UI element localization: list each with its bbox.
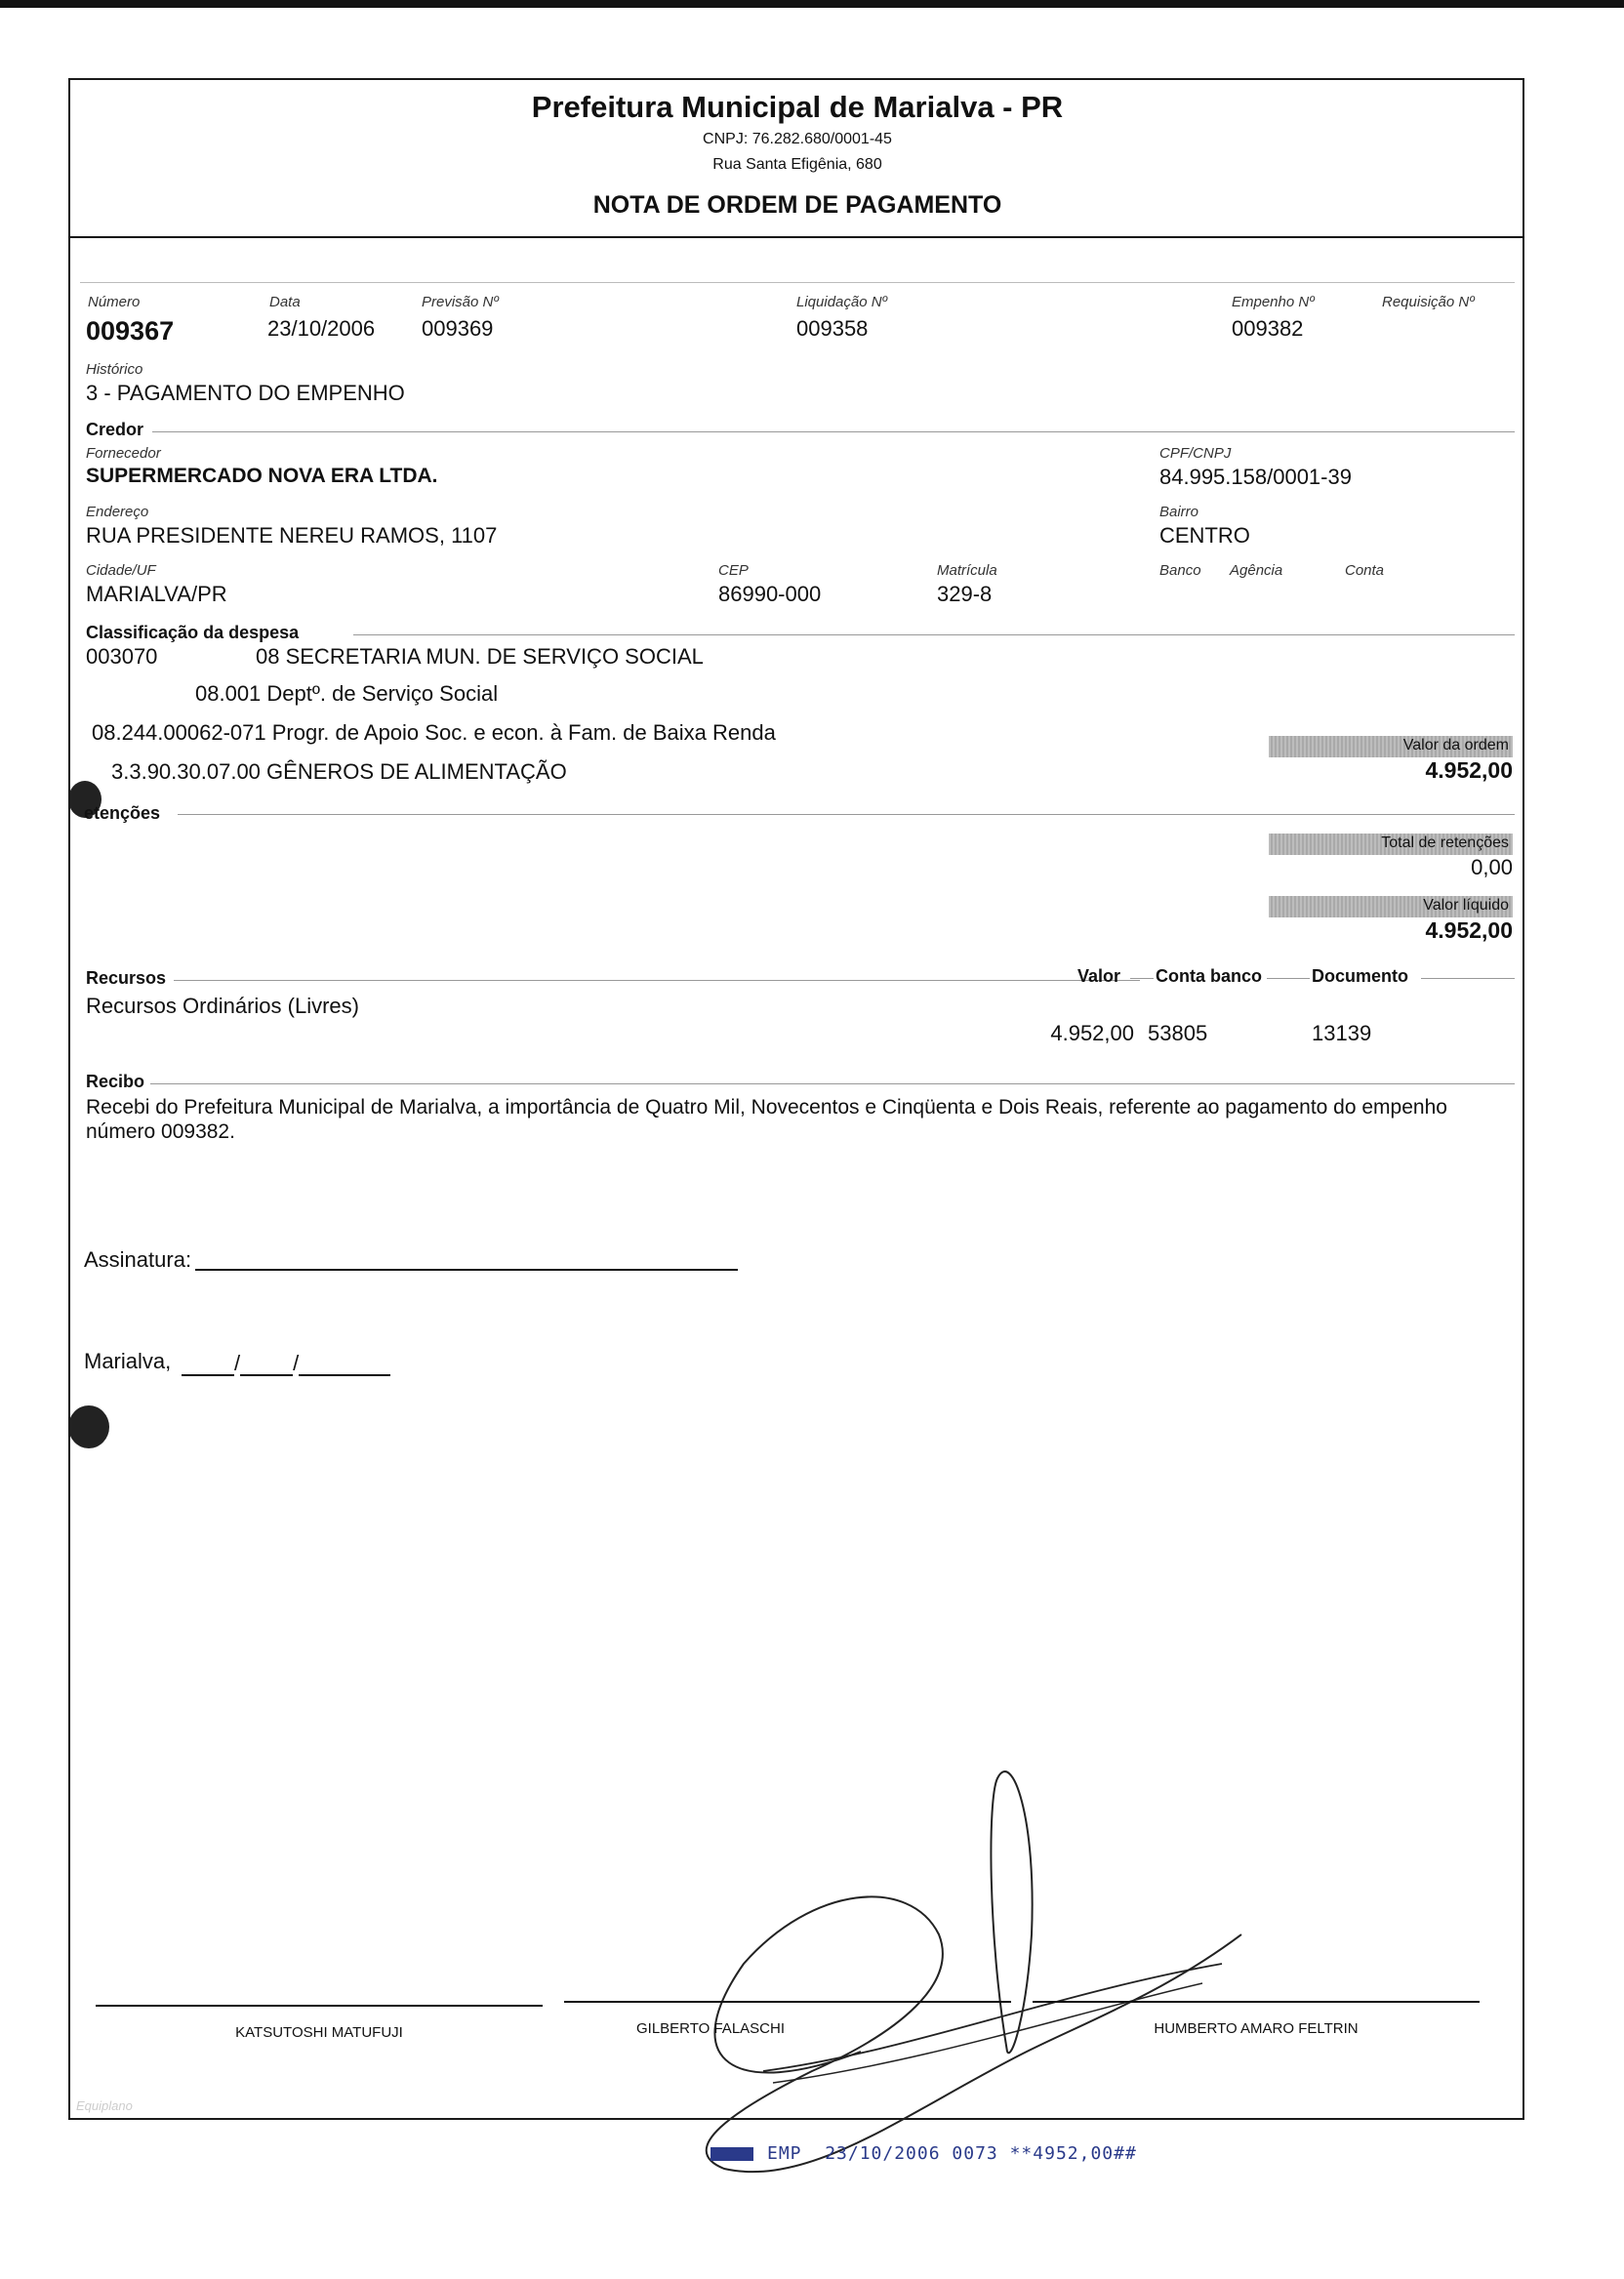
- elemento-name: 3.3.90.30.07.00 GÊNEROS DE ALIMENTAÇÃO: [111, 759, 567, 784]
- stamp-prefix: EMP: [767, 2143, 802, 2164]
- signatory-2: GILBERTO FALASCHI: [636, 2020, 785, 2037]
- recursos-documento-rule: [1421, 978, 1515, 979]
- valor-ordem-value: 4.952,00: [1425, 757, 1513, 783]
- signatory-3: HUMBERTO AMARO FELTRIN: [1154, 2020, 1359, 2037]
- recursos-valor-header: Valor: [1077, 966, 1121, 986]
- cidade-label: Cidade/UF: [86, 562, 156, 579]
- valor-ordem-bar: [1269, 736, 1513, 757]
- valor-ordem-label: Valor da ordem: [1402, 737, 1509, 753]
- valor-liquido-label: Valor líquido: [1423, 897, 1509, 914]
- signatory-1: KATSUTOSHI MATUFUJI: [235, 2024, 403, 2041]
- recibo-section-title: Recibo: [86, 1072, 145, 1091]
- data-label: Data: [269, 294, 301, 310]
- cep-value: 86990-000: [718, 582, 822, 606]
- cidade-value: MARIALVA/PR: [86, 582, 227, 606]
- credor-rule: [152, 431, 1515, 432]
- endereco-label: Endereço: [86, 504, 149, 520]
- conta-label: Conta: [1345, 562, 1385, 579]
- cep-label: CEP: [718, 562, 749, 579]
- requisicao-label: Requisição Nº: [1382, 294, 1475, 310]
- signature-line-2: [564, 2001, 1011, 2003]
- cnpj-text: CNPJ: 76.282.680/0001-45: [703, 131, 892, 147]
- historico-value: 3 - PAGAMENTO DO EMPENHO: [86, 381, 405, 405]
- stamp-text: 23/10/2006 0073 **4952,00##: [825, 2143, 1137, 2164]
- liquidacao-label: Liquidação Nº: [796, 294, 888, 310]
- assinatura-line[interactable]: [195, 1269, 738, 1271]
- payment-order-form: [68, 78, 1524, 2120]
- empenho-value: 009382: [1232, 316, 1304, 341]
- recursos-valor-rule: [1130, 978, 1154, 979]
- cpf-value: 84.995.158/0001-39: [1159, 465, 1352, 489]
- bairro-value: CENTRO: [1159, 523, 1250, 548]
- empenho-label: Empenho Nº: [1232, 294, 1315, 310]
- recursos-descricao: Recursos Ordinários (Livres): [86, 994, 359, 1018]
- previsao-label: Previsão Nº: [422, 294, 499, 310]
- recursos-section-title: Recursos: [86, 968, 167, 988]
- recursos-documento-header: Documento: [1312, 966, 1408, 986]
- banco-label: Banco: [1159, 562, 1201, 579]
- date-separator-1: /: [234, 1351, 241, 1375]
- previsao-value: 009369: [422, 316, 494, 341]
- assinatura-label: Assinatura:: [84, 1247, 192, 1272]
- retencoes-rule: [178, 814, 1515, 815]
- date-blanks[interactable]: [182, 1351, 390, 1376]
- document-title: NOTA DE ORDEM DE PAGAMENTO: [592, 191, 1002, 219]
- recursos-documento: 13139: [1312, 1021, 1372, 1045]
- classificacao-section-title: Classificação da despesa: [86, 623, 300, 642]
- orgao-code: 003070: [86, 644, 158, 669]
- total-retencoes-value: 0,00: [1471, 855, 1513, 879]
- local-data-label: Marialva,: [84, 1349, 172, 1373]
- signature-line-1: [96, 2005, 543, 2007]
- numero-label: Número: [88, 294, 141, 310]
- bank-authentication-stamp: [710, 2143, 1137, 2164]
- fornecedor-label: Fornecedor: [86, 445, 161, 462]
- date-separator-2: /: [293, 1351, 300, 1375]
- valor-liquido-value: 4.952,00: [1425, 917, 1513, 943]
- orgao-name: 08 SECRETARIA MUN. DE SERVIÇO SOCIAL: [256, 644, 704, 669]
- scan-top-edge: [0, 0, 1624, 8]
- page-title: Prefeitura Municipal de Marialva - PR: [531, 90, 1064, 124]
- data-value: 23/10/2006: [267, 316, 376, 341]
- software-watermark: Equiplano: [76, 2098, 133, 2113]
- header-divider: [70, 236, 1524, 238]
- signature-line-3: [1033, 2001, 1480, 2003]
- bairro-label: Bairro: [1159, 504, 1199, 520]
- valor-liquido-bar: [1269, 896, 1513, 917]
- historico-label: Histórico: [86, 361, 143, 378]
- retencoes-section-title: etenções: [84, 803, 161, 823]
- recursos-conta: 53805: [1148, 1021, 1208, 1045]
- total-retencoes-label: Total de retenções: [1381, 834, 1509, 851]
- recursos-rule: [174, 980, 1140, 981]
- handwritten-signature: [617, 1642, 1261, 2188]
- total-retencoes-bar: [1269, 834, 1513, 855]
- matricula-value: 329-8: [937, 582, 993, 606]
- agencia-label: Agência: [1230, 562, 1283, 579]
- endereco-value: RUA PRESIDENTE NEREU RAMOS, 1107: [86, 523, 498, 548]
- recursos-valor: 4.952,00: [1050, 1021, 1134, 1045]
- credor-section-title: Credor: [86, 420, 144, 439]
- cpf-label: CPF/CNPJ: [1159, 445, 1232, 462]
- fornecedor-value: SUPERMERCADO NOVA ERA LTDA.: [86, 465, 438, 487]
- recursos-conta-rule: [1267, 978, 1310, 979]
- matricula-label: Matrícula: [937, 562, 997, 579]
- liquidacao-value: 009358: [796, 316, 869, 341]
- info-top-rule: [80, 282, 1515, 283]
- classificacao-rule: [353, 634, 1515, 635]
- programa-name: 08.244.00062-071 Progr. de Apoio Soc. e econ. à Fam. de Baixa Renda: [92, 720, 776, 745]
- recursos-conta-header: Conta banco: [1156, 966, 1263, 986]
- recibo-text: Recebi do Prefeitura Municipal de Marialva, a importância de Quatro Mil, Novecentos e Cinqüenta e Dois Reais, referente ao pagamento do empenho número 009382.: [86, 1096, 1447, 1143]
- bank-logo-icon: [710, 2147, 753, 2161]
- unidade-name: 08.001 Deptº. de Serviço Social: [195, 681, 499, 706]
- recibo-rule: [150, 1083, 1515, 1084]
- numero-value: 009367: [86, 316, 175, 346]
- address-text: Rua Santa Efigênia, 680: [712, 156, 882, 173]
